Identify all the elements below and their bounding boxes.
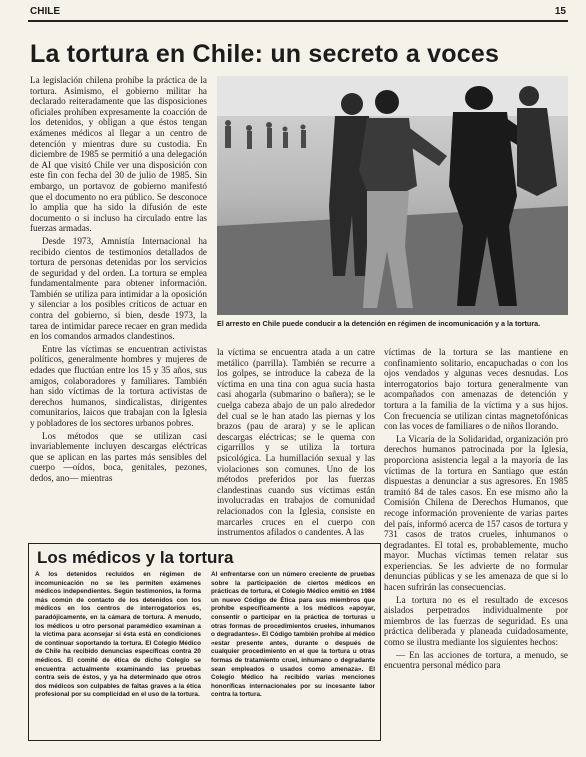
sidebar-box [28,543,381,741]
column-1-paragraph: Desde 1973, Amnistía Internacional ha recibido cientos de testimonios detallados de tortura de personas detenidas por los servicios de seguridad y del orden. La tortura se emplea fundamentalmente para obtener información. También se utiliza para intimidar a la oposición y silenciar a los posibles críticos de actuar en contra del gobierno, si bien, desde 1973, la tarea de intimidar parece recaer en gran medida en los comandos armados clandestinos. [30,235,207,342]
sidebar-box-paragraph: Al enfrentarse con un número creciente de pruebas sobre la participación de ciertos médicos en prácticas de tortura, el Colegio Médico emitió en 1984 un nuevo Código de Ética para sus miembros que prohíbe específicamente a los médicos «apoyar, consentir o participar en la práctica de torturas u otras formas de procedimientos crueles, inhumanos o degradantes». El Código también prohíbe al médico «estar presente antes, durante o después de cualquier procedimiento en el que la tortura u otras formas de tratamiento cruel, inhumano o degradante sean empleados o usados como amenaza». El Colegio Médico ha recibido varias menciones honoríficas internacionales por su incesante labor contra la tortura. [211,571,375,699]
column-3 [384,347,568,747]
column-1-paragraph: Los métodos que se utilizan casi invariablemente incluyen descargas eléctricas que se aplican en las partes más sensibles del cuerpo —oídos, boca, genitales, pezones, dedos, ano— mientras [30,430,207,483]
column-3-paragraph: — En las acciones de tortura, a menudo, se encuentra personal médico para [384,649,568,671]
sidebar-box-column-1 [35,571,201,736]
sidebar-box-paragraph: A los detenidos recluidos en régimen de incomunicación no se les permiten exámenes médicos independientes. Según testimonios, la forma más común de contacto de los detenidos con los médicos en los centros de interrogatorios es, paradójicamente, en la cámara de tortura. A menudo, los médicos u otro personal paramédico examinan a la víctima para aconsejar si ésta está en condiciones de continuar soportando la tortura. El Colegio Médico de Chile ha recibido denuncias específicas contra 20 médicos. El comité de ética de dicho Colegio se encuentra actualmente examinando las pruebas contra seis de éstos, y ya ha determinado que otros dos médicos son culpables de faltas graves a la ética profesional por su complicidad en el uso de la tortura. [35,571,201,699]
column-3-paragraph: La tortura no es el resultado de excesos aislados perpetrados individualmente por miembros de las fuerzas de seguridad. Es una práctica deliberada y planeada cuidadosamente, como se ilustra mediante los siguientes hechos: [384,594,568,648]
article-title: La tortura en Chile: un secreto a voces [30,40,500,68]
column-2-paragraph: la víctima se encuentra atada a un catre metálico (parrilla). También se recurre a los golpes, se introduce la cabeza de la víctima en una tina con agua sucia hasta casi ahogarla (submarino o bañera); se le cuelga cabeza abajo de un palo alrededor del cual se le han atado las piernas y los brazos (pau de arara) y se le aplican descargas eléctricas; se le quema con cigarrillos y se utiliza la tortura psicológica. La humillación sexual y las violaciones son comunes. Uno de los métodos preferidos por las fuerzas clandestinas cuando sus víctimas están involucradas en trabajos de comunidad relacionados con la Iglesia, consiste en marcarles cruces en el cuerpo con instrumentos afilados o candentes. A las [217,347,375,538]
column-1 [30,75,207,543]
arrest-photo [217,76,568,315]
header-rule [28,20,568,22]
column-1-paragraph: La legislación chilena prohíbe la práctica de la tortura. Asimismo, el gobierno militar ha declarado reiteradamente que las disposiciones oficiales prohíben expresamente la coacción de los detenidos, y obligan a que éstos tengan exámenes médicos al llegar a un centro de detención y mientras dure su custodia. En diciembre de 1985 se permitió a una delegación de AI que visitó Chile ver una disposición con este fin con fecha del 30 de julio de 1985. Sin embargo, un portavoz de gobierno manifestó que el documento no era público. Se desconoce lo amplia que ha sido la difusión de este documento o si incluso ha circulado entre las fuerzas armadas. [30,75,207,234]
sidebar-box-column-2 [211,571,375,736]
column-3-paragraph: La Vicaría de la Solidaridad, organización pro derechos humanos patrocinada por la Iglesia, proporciona asistencia legal a la mayoría de las víctimas de la tortura en Santiago que están dispuestas a denunciar a sus agresores. En 1985 tramitó 84 de tales casos. En ese mismo año la Comisión Chilena de Derechos Humanos, que recoge información proveniente de varias partes del país, informó acerca de 157 casos de tortura y 731 casos de tratos crueles, inhumanos o degradantes. El total es, probablemente, mucho mayor. Muchas víctimas temen relatar sus experiencias. Se les advierte de no formular denuncias públicas y se les amenaza de que si lo hacen sufrirán las consecuencias. [384,433,568,593]
column-3-paragraph: víctimas de la tortura se las mantiene en confinamiento solitario, encapuchadas o con los ojos vendados y algunas veces desnudas. Los interrogatorios bajo tortura generalmente van acompañados con amenazas de detención y tortura a la familia de la víctima y a sus hijos. Con frecuencia se utilizan cintas magnetofónicas con las voces de familiares o de niños llorando. [384,347,568,432]
column-1-paragraph: Entre las víctimas se encuentran activistas políticos, generalmente hombres y mujeres de edades que fluctúan entre los 15 y 35 años, sus amigos, colaboradores y familiares. También han sido víctimas de la tortura activistas de derechos humanos, sindicalistas, dirigentes comunitarios, laicos que trabajan con la Iglesia y pobladores de los sectores urbanos pobres. [30,343,207,428]
section-label: CHILE [30,6,60,17]
page-header [30,6,566,20]
page-number: 15 [554,6,566,17]
photo-caption: El arresto en Chile puede conducir a la detención en régimen de incomunicación y a la tortura. [217,319,541,328]
column-2 [217,347,375,543]
sidebar-box-title: Los médicos y la tortura [37,548,234,567]
